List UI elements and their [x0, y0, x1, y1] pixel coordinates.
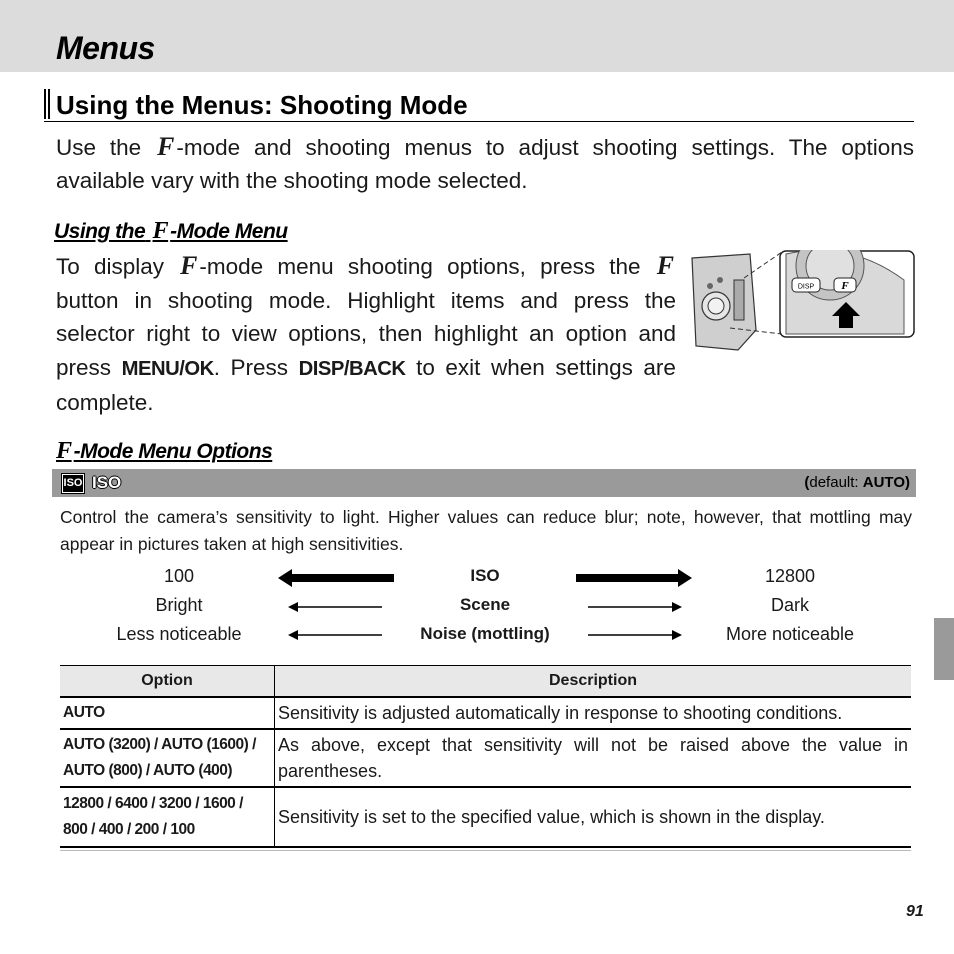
subsection-heading-start: Using the [54, 220, 146, 243]
f-mode-icon: F [152, 217, 169, 244]
right-arrow-bold [576, 569, 692, 587]
description-cell: Sensitivity is set to the specified value, which is shown in the display. [275, 787, 912, 847]
scale-right-value: More noticeable [725, 624, 855, 644]
table-row [60, 697, 911, 729]
scale-left-value: 100 [163, 566, 195, 586]
default-close-paren: ) [905, 474, 910, 491]
option-cell: AUTO [60, 697, 275, 729]
intro-text-start: Use the [56, 135, 142, 160]
table-header-row [60, 666, 911, 698]
option-line: AUTO (3200) / AUTO (1600) / [63, 736, 256, 753]
left-arrow-bold [278, 569, 394, 587]
subsection-heading-end: -Mode Menu [170, 220, 288, 243]
scale-middle-label: ISO [470, 566, 500, 585]
camera-body-drawing [692, 254, 756, 350]
f-mode-icon: F [56, 437, 72, 464]
description-cell: Sensitivity is adjusted automatically in response to shooting conditions. [275, 697, 912, 729]
scale-left-value: Bright [155, 595, 203, 615]
iso-default-value [804, 474, 910, 491]
instr-text-1: To display [56, 254, 164, 279]
f-mode-icon: F [157, 132, 175, 161]
scale-middle-label: Noise (mottling) [420, 624, 550, 643]
page-number: 91 [906, 903, 924, 920]
iso-scale-diagram [60, 566, 912, 656]
iso-icon: ISO [62, 474, 84, 493]
f-mode-instructions [56, 249, 676, 420]
section-heading [44, 89, 914, 122]
scale-left-value: Less noticeable [116, 624, 242, 644]
option-line: 12800 / 6400 / 3200 / 1600 / [63, 795, 243, 812]
intro-text-end: -mode and shooting menus to adjust shooting settings. The options available vary with the shooting mode selected. [56, 135, 914, 193]
iso-options-table [60, 665, 911, 848]
instr-text-5: to exit when settings are complete. [56, 354, 676, 415]
iso-setting-bar [52, 469, 916, 497]
instr-text-2: -mode menu shooting options, press the [199, 254, 641, 279]
option-cell [60, 787, 275, 847]
option-cell [60, 729, 275, 787]
subsection-heading-mode-menu-options [54, 437, 272, 465]
chapter-thumb-tab [934, 618, 954, 680]
scale-arrows [60, 566, 912, 656]
table-row [60, 729, 911, 787]
instr-text-4: . Press [213, 354, 289, 380]
table-row [60, 787, 911, 847]
option-column-header: Option [60, 666, 275, 698]
intro-paragraph [56, 130, 914, 197]
f-mode-icon: F [180, 251, 198, 280]
description-cell: As above, except that sensitivity will not be raised above the value in parentheses. [275, 729, 912, 787]
default-word: default: [809, 474, 859, 491]
iso-description: Control the camera’s sensitivity to light. Higher values can reduce blur; note, however, that mottling may appear in pictures taken at high sensitivities. [60, 507, 912, 554]
subsection-heading-f-mode-menu [54, 217, 288, 245]
default-value: AUTO [862, 474, 905, 491]
scale-middle-label: Scene [459, 595, 511, 614]
scale-right-value: 12800 [764, 566, 816, 586]
f-button-label: F [841, 280, 849, 292]
iso-label: ISO [92, 473, 122, 492]
left-arrow-thin [288, 602, 382, 640]
option-line: AUTO (800) / AUTO (400) [63, 762, 233, 779]
scale-right-value: Dark [770, 595, 809, 615]
section-title: Using the Menus: Shooting Mode [56, 90, 468, 120]
menu-ok-button-label: MENU/OK [121, 357, 214, 380]
description-column-header: Description [275, 666, 912, 698]
instr-text-3: button in shooting mode. Highlight items and press the selector right to view options, then highlight an option and press [56, 287, 676, 380]
section-heading-marker [44, 89, 50, 119]
subsection2-title: -Mode Menu Options [73, 440, 273, 463]
disp-back-button-label: DISP/BACK [298, 357, 406, 380]
chapter-title: Menus [56, 30, 155, 66]
right-arrow-thin [588, 602, 682, 640]
bottom-divider [60, 850, 911, 851]
option-line: 800 / 400 / 200 / 100 [63, 821, 195, 838]
default-open-paren: ( [804, 474, 810, 491]
disp-button-label: DISP [797, 283, 815, 291]
camera-back-illustration [690, 250, 916, 362]
f-button-icon: F [656, 251, 674, 280]
